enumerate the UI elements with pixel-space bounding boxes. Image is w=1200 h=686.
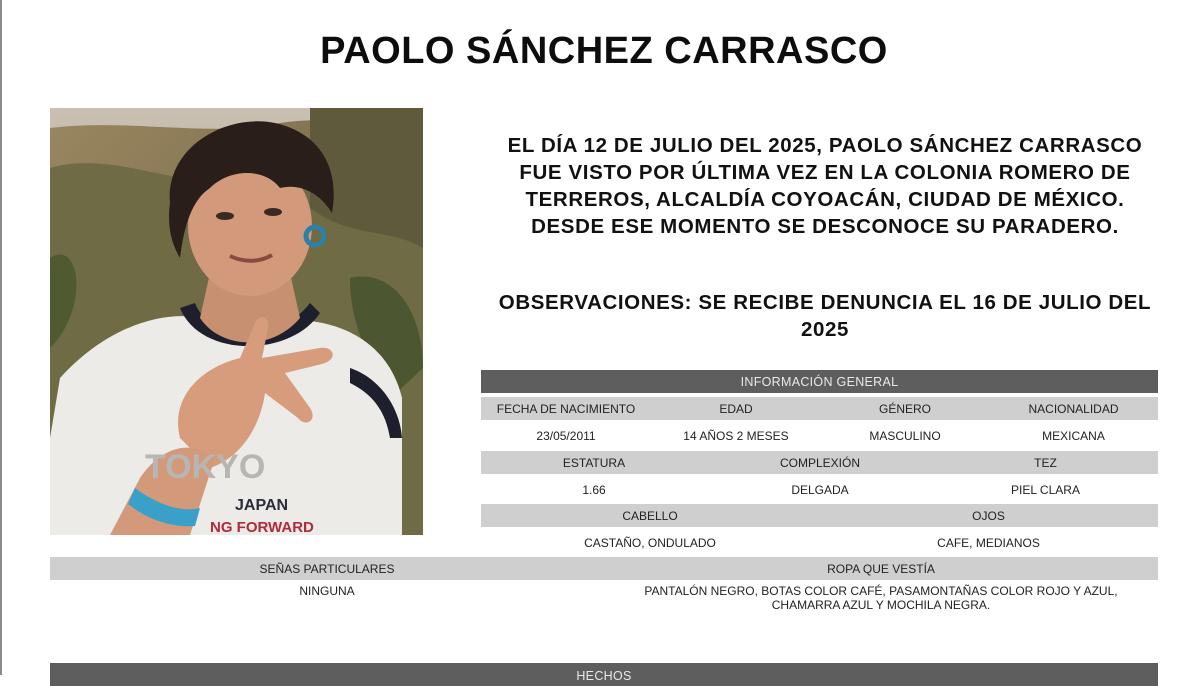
value-clothing [604,582,1158,612]
observations-text: OBSERVACIONES: SE RECIBE DENUNCIA EL 16 DE JULIO DEL 2025 [498,291,1152,341]
label-nationality: NACIONALIDAD [1028,401,1119,416]
value-nationality: MEXICANA [1042,428,1105,443]
value-complexion: PIEL CLARA [1011,482,1080,497]
label-height: ESTATURA [562,455,626,470]
value-eyes: CAFE, MEDIANOS [937,535,1040,550]
general-value-row-2 [481,477,1158,502]
value-birth-date: 23/05/2011 [536,428,596,443]
general-header-row-4 [50,557,1158,580]
left-border [0,0,2,675]
label-gender: GÉNERO [878,401,931,416]
value-distinguishing-marks: NINGUNA [299,584,355,598]
value-hair: CASTAÑO, ONDULADO [584,535,716,550]
label-distinguishing-marks: SEÑAS PARTICULARES [259,561,395,576]
value-clothing-line-2: CHAMARRA AZUL Y MOCHILA NEGRA. [771,598,991,612]
value-gender: MASCULINO [869,428,941,443]
label-age: EDAD [719,401,753,416]
value-build: DELGADA [791,482,849,497]
value-age: 14 AÑOS 2 MESES [683,428,789,443]
label-birth-date: FECHA DE NACIMIENTO [496,401,636,416]
person-name-title: PAOLO SÁNCHEZ CARRASCO [320,30,888,72]
section-facts: HECHOS [50,663,1158,686]
missing-person-photo [50,108,423,535]
label-build: COMPLEXIÓN [779,455,860,470]
general-value-row-1 [481,423,1158,448]
section-general-info: INFORMACIÓN GENERAL [481,370,1158,393]
general-header-row-3 [481,504,1158,527]
shirt-print-forward: NG FORWARD [210,519,314,535]
value-height: 1.66 [582,482,606,497]
label-complexion: TEZ [1034,455,1057,470]
general-header-row-1 [481,397,1158,420]
general-value-row-4 [50,582,1158,616]
shirt-print-tokyo: TOKYO [145,448,266,486]
disappearance-narrative: EL DÍA 12 DE JULIO DEL 2025, PAOLO SÁNCHEZ CARRASCO FUE VISTO POR ÚLTIMA VEZ EN LA COLONIA ROMERO DE TERREROS, ALCALDÍA COYOACÁN, CIUDAD DE MÉXICO. DESDE ESE MOMENTO SE DESCONOCE SU PARADERO. [507,134,1143,238]
label-eyes: OJOS [972,508,1005,523]
value-clothing-line-1: PANTALÓN NEGRO, BOTAS COLOR CAFÉ, PASAMONTAÑAS COLOR ROJO Y AZUL, [644,584,1118,598]
general-header-row-2 [481,451,1158,474]
general-value-row-3 [481,530,1158,555]
label-clothing: ROPA QUE VESTÍA [827,561,935,576]
shirt-print-japan: JAPAN [235,497,289,514]
label-hair: CABELLO [622,508,678,523]
